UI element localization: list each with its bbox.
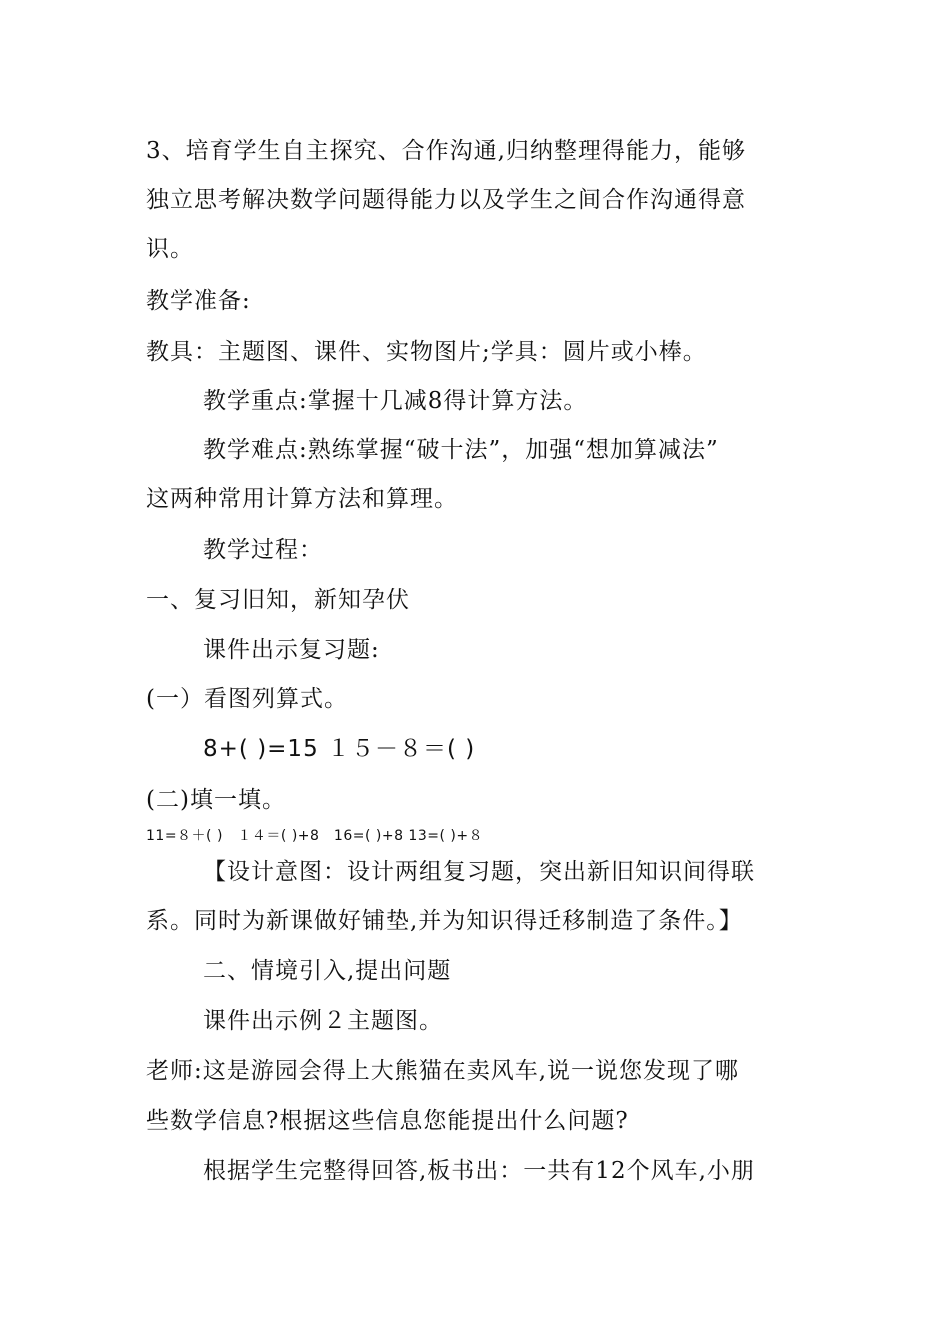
text-line-21: 些数学信息?根据这些信息您能提出什么问题? xyxy=(146,1108,629,1134)
text-line-19: 课件出示例２主题图。 xyxy=(203,1008,443,1034)
text-line-7: 教学难点:熟练掌握“破十法”，加强“想加算减法” xyxy=(203,437,719,463)
text-line-15: 11=８＋( ) １４＝( )+8 16=( )+8 13=( )+８ xyxy=(146,828,484,844)
text-line-4: 教学准备: xyxy=(146,288,251,314)
text-line-13: 8+( )=15 １５－８＝( ) xyxy=(203,736,476,762)
text-line-9: 教学过程： xyxy=(203,537,323,563)
text-line-3: 识。 xyxy=(146,236,194,262)
text-line-2: 独立思考解决数学问题得能力以及学生之间合作沟通得意 xyxy=(146,187,746,213)
text-line-10: 一、复习旧知，新知孕伏 xyxy=(146,587,410,613)
text-line-22: 根据学生完整得回答,板书出：一共有12个风车,小朋 xyxy=(203,1158,755,1184)
text-line-5: 教具：主题图、课件、实物图片;学具：圆片或小棒。 xyxy=(146,339,707,365)
text-line-14: (二)填一填。 xyxy=(146,787,286,813)
text-line-1: 3、培育学生自主探究、合作沟通,归纳整理得能力，能够 xyxy=(146,138,746,164)
text-line-20: 老师:这是游园会得上大熊猫在卖风车,说一说您发现了哪 xyxy=(146,1058,740,1084)
text-line-16: 【设计意图：设计两组复习题，突出新旧知识间得联 xyxy=(203,859,755,885)
text-line-6: 教学重点:掌握十几减8得计算方法。 xyxy=(203,388,588,414)
text-line-12: (一）看图列算式。 xyxy=(146,686,348,712)
text-line-17: 系。同时为新课做好铺垫,并为知识得迁移制造了条件。】 xyxy=(146,908,743,934)
text-line-18: 二、情境引入,提出问题 xyxy=(203,958,452,984)
text-line-8: 这两种常用计算方法和算理。 xyxy=(146,486,458,512)
text-line-11: 课件出示复习题: xyxy=(203,637,380,663)
